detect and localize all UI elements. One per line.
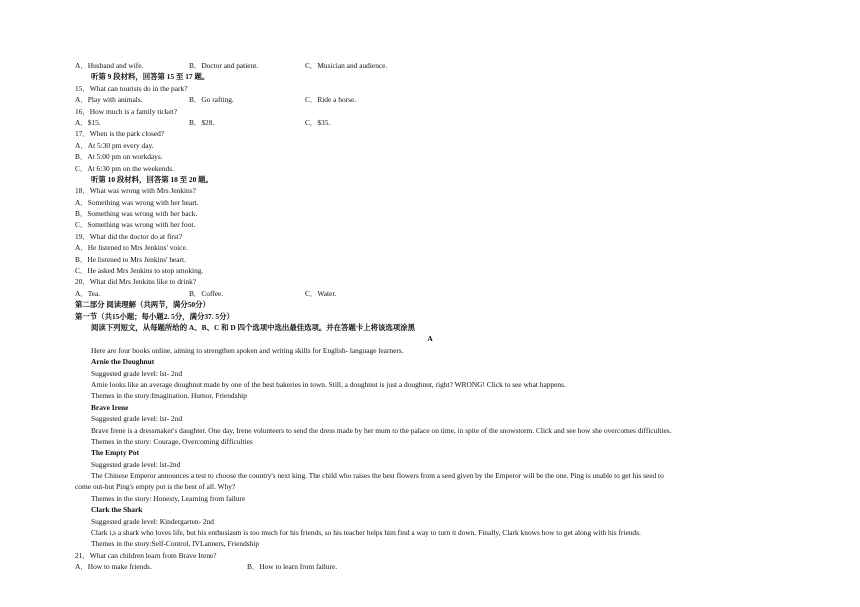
book-description-continued: come out-but Ping's empty pot is the best of all. Why?: [75, 482, 236, 492]
option-c: C．Water.: [305, 288, 337, 298]
section-9-heading: 听第 9 段材料，回答第 15 至 17 题。: [91, 72, 210, 82]
option-b: B．He listened to Mrs Jenkins' heart.: [75, 254, 186, 264]
part-2-heading: 第二部分 阅读理解（共两节，满分50分）: [75, 300, 210, 310]
option-a: A．Something was wrong with her heart.: [75, 197, 199, 207]
book-themes: Themes in the story:Imagination, Humor, Friendship: [91, 391, 247, 401]
book-grade-level: Suggested grade level: lst-2nd: [91, 459, 181, 469]
book-grade-level: Suggested grade level: lst- 2nd: [91, 368, 183, 378]
question-19: 19．What did the doctor do at first?: [75, 231, 183, 241]
book-description: Clark i,s a shark who loves life, but his enthusiasm is too much for his friends, so his teacher helps him find a way to turn it down. Finally, Clark knows how to get along with his friends.: [91, 528, 641, 538]
option-a: A．Tea.: [75, 288, 101, 298]
book-entry: [75, 504, 785, 550]
book-grade-level: Suggested grade level: Kindergarten- 2nd: [91, 516, 215, 526]
option-a: A．How to make friends.: [75, 562, 152, 572]
option-b: B．Go rafting.: [189, 95, 234, 105]
option-a: A．Play with animals.: [75, 95, 143, 105]
book-entry: [75, 402, 785, 448]
question-15: 15．What can tourists do in the park?: [75, 83, 188, 93]
option-a: A．He listened to Mrs Jenkins' voice.: [75, 243, 188, 253]
option-b: B．Doctor and patient.: [189, 61, 259, 70]
book-description: The Chinese Emperor announces a test to choose the country's next king. The child who raises the best flowers from a seed given by the Emperor will be the one. Ping is unable to get his seed to: [91, 471, 664, 481]
book-description: Brave Irene is a dressmaker's daughter. One day, Irene volunteers to send the dress made by her mum to the palace on time, in spite of the snowstorm. Click and see how she overcomes difficulties.: [91, 425, 672, 435]
q20-options: [75, 288, 785, 299]
question-16: 16．How much is a family ticket?: [75, 106, 178, 116]
q16-options: [75, 117, 785, 128]
option-a: A．At 5:30 pm every day.: [75, 140, 154, 150]
book-themes: Themes in the story: Honesty, Learning from failure: [91, 493, 246, 503]
book-entry: [75, 447, 785, 504]
option-b: B．Something was wrong with her back.: [75, 209, 198, 219]
question-18: 18．What was wrong with Mrs Jenkins?: [75, 186, 196, 196]
book-grade-level: Suggested grade level: lst- 2nd: [91, 414, 183, 424]
question-20: 20．What did Mrs Jenkins like to drink?: [75, 277, 197, 287]
option-c: C．He asked Mrs Jenkins to stop smoking.: [75, 266, 204, 276]
book-title: The Empty Pot: [91, 448, 140, 458]
option-b: B．How to learn from failure.: [247, 562, 338, 572]
option-c: C．Something was wrong with her foot.: [75, 220, 196, 230]
section-10-heading: 听第 10 段材料，回答第 18 至 20 题。: [91, 174, 213, 184]
book-title: Clark the Shark: [91, 505, 143, 515]
option-c: C．Ride a horse.: [305, 95, 357, 105]
q21-options: [75, 561, 785, 572]
option-a: A．$15.: [75, 117, 101, 127]
option-a: A．Husband and wife.: [75, 61, 144, 70]
book-description: Arnie looks like an average doughnut made by one of the best bakeries in town. Still, a doughnut is just a doughnut, right? WRONG! Click to see what happens.: [91, 379, 566, 389]
book-themes: Themes in the story:Self-Control, IVLanners, Friendship: [91, 539, 260, 549]
question-17: 17．When is the park closed?: [75, 129, 165, 139]
q14-options: [75, 60, 785, 71]
q15-options: [75, 94, 785, 105]
passage-intro: Here are four books online, aiming to strengthen spoken and writing skills for English- language learners.: [91, 345, 404, 355]
book-title: Brave Irene: [91, 402, 129, 412]
book-entry: [75, 356, 785, 402]
passage-letter: A: [427, 334, 433, 344]
option-c: C．$35.: [305, 117, 331, 127]
book-title: Arnie the Doughnut: [91, 357, 155, 367]
option-c: C．Musician and audience.: [305, 61, 388, 70]
reading-instruction: 阅读下列短文，从每题所给的 A、B、C 和 D 四个选项中选出最佳选项。并在答题卡上将该选项涂黑: [91, 322, 415, 332]
option-b: B．At 5:00 pm on workdays.: [75, 152, 163, 162]
exam-page: [75, 60, 785, 573]
option-b: B．Coffee.: [189, 288, 224, 298]
question-21: 21．What can children learn from Brave Irene?: [75, 550, 217, 560]
section-1-heading: 第一节（共15小题；每小题2. 5分，满分37. 5分）: [75, 311, 234, 321]
book-themes: Themes in the story: Courage, Overcoming difficulties: [91, 436, 253, 446]
option-c: C．At 6:30 pm on the weekends.: [75, 163, 174, 173]
option-b: B．$28.: [189, 117, 215, 127]
